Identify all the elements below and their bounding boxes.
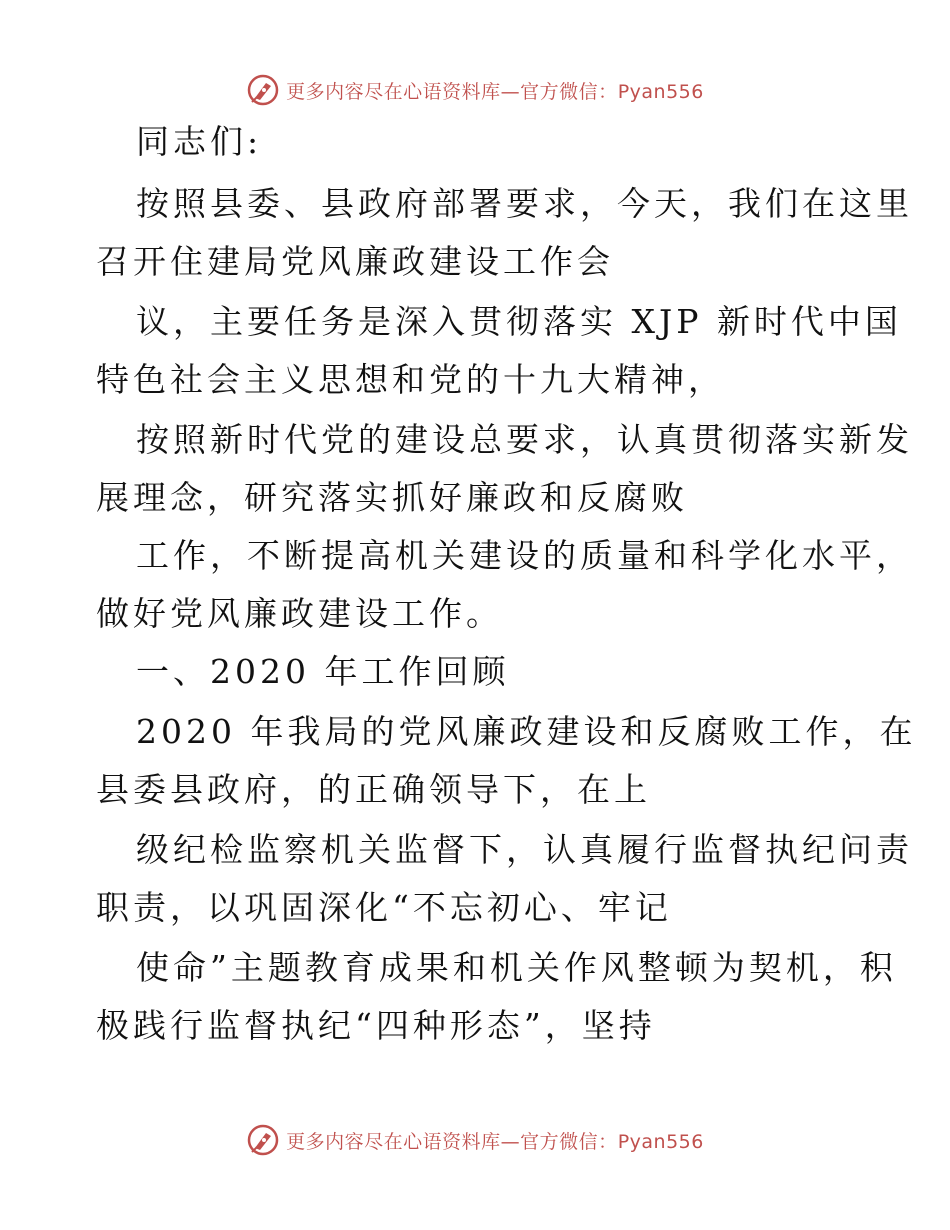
banner-wechat-id: Pyan556 xyxy=(617,80,704,103)
banner-site-text: 更多内容尽在心语资料库 xyxy=(286,1130,501,1153)
body-line: 按照县委、县政府部署要求，今天，我们在这里 xyxy=(136,184,913,223)
section-heading: 一、2020 年工作回顾 xyxy=(136,652,510,691)
pen-nib-logo-icon xyxy=(246,73,280,107)
banner-text xyxy=(286,1127,704,1154)
banner-wechat-id: Pyan556 xyxy=(617,1130,704,1153)
body-line: 同志们: xyxy=(136,122,263,161)
banner-separator: — xyxy=(500,1130,521,1153)
banner-site-text: 更多内容尽在心语资料库 xyxy=(286,80,501,103)
body-line: 县委县政府，的正确领导下，在上 xyxy=(96,770,651,809)
banner-separator: — xyxy=(500,80,521,103)
body-line: 2020 年我局的党风廉政建设和反腐败工作，在 xyxy=(136,712,917,751)
body-line: 使命”主题教育成果和机关作风整顿为契机，积 xyxy=(136,948,897,987)
body-line: 级纪检监察机关监督下，认真履行监督执纪问责 xyxy=(136,830,913,869)
body-line: 极践行监督执纪“四种形态”，坚持 xyxy=(96,1006,656,1045)
body-line: 做好党风廉政建设工作。 xyxy=(96,594,503,633)
body-line: 按照新时代党的建设总要求，认真贯彻落实新发 xyxy=(136,420,913,459)
banner-wechat-label: 官方微信： xyxy=(520,1130,618,1153)
banner-wechat-label: 官方微信： xyxy=(520,80,618,103)
header-banner xyxy=(0,70,950,110)
body-line: 召开住建局党风廉政建设工作会 xyxy=(96,242,614,281)
body-line: 职责，以巩固深化“不忘初心、牢记 xyxy=(96,888,672,927)
pen-nib-logo-icon xyxy=(246,1123,280,1157)
footer-banner xyxy=(0,1120,950,1160)
body-line: 议，主要任务是深入贯彻落实 XJP 新时代中国 xyxy=(136,302,902,341)
body-line: 展理念，研究落实抓好廉政和反腐败 xyxy=(96,478,688,517)
banner-text xyxy=(286,77,704,104)
body-line: 工作，不断提高机关建设的质量和科学化水平， xyxy=(136,536,913,575)
body-line: 特色社会主义思想和党的十九大精神， xyxy=(96,360,725,399)
